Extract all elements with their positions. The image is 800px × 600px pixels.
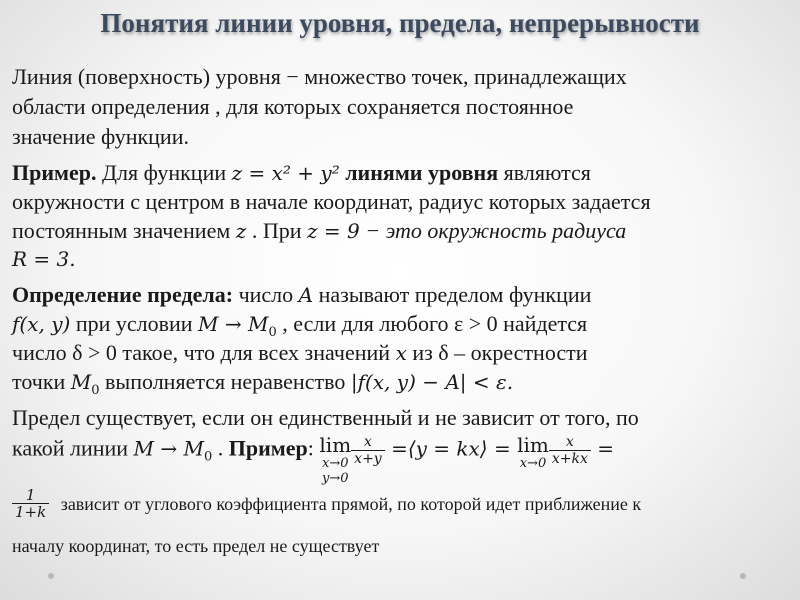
limit-def-line-1 <box>12 282 591 308</box>
lim-sub-y: y→0 <box>322 471 349 486</box>
existence-line-2 <box>12 434 614 486</box>
radius-equation: R = 3. <box>12 247 76 271</box>
substitution: =⟨y = kx⟩ = <box>384 436 518 461</box>
limit-inequality: |f(x, y) − A| < ε. <box>350 370 514 394</box>
subscript-zero: 0 <box>268 325 277 340</box>
result-line-1 <box>12 487 641 520</box>
example-line-1 <box>12 160 591 186</box>
limit-def-label: Определение предела: <box>12 282 234 307</box>
colon: : <box>307 435 320 461</box>
equals-sign: = <box>590 436 614 461</box>
lim-word: lim <box>517 433 549 457</box>
m-to-m0: M → M <box>198 312 269 336</box>
result-fraction-num: 1 <box>12 487 49 504</box>
lim-sub-x: x→0 <box>519 456 547 471</box>
subscript-zero: 0 <box>203 449 213 465</box>
lim-word: lim <box>319 433 352 457</box>
example-label: Пример. <box>12 160 97 185</box>
line-text: какой линии <box>12 435 134 461</box>
subscript-zero: 0 <box>91 383 100 398</box>
condition-text: при условии <box>70 311 199 336</box>
var-M: M <box>70 370 92 394</box>
fraction-2-den: x+kx <box>551 451 588 467</box>
example-line3-italic: − это окружность радиуса <box>359 218 627 243</box>
limit-def-line-4 <box>12 369 513 404</box>
fraction-1-num: x <box>351 434 385 451</box>
example-line-2: окружности с центром в начале координат, радиус которых задается <box>12 189 651 214</box>
example2-label: Пример <box>228 435 308 461</box>
decorative-dot-left <box>48 573 54 579</box>
m-to-m0: M → M <box>133 436 204 461</box>
result-line-2: началу координат, то есть предел не существует <box>12 536 380 556</box>
limit-def-line-3 <box>12 340 588 366</box>
result-fraction-den: 1+k <box>15 503 47 521</box>
fraction-1-den: x+y <box>354 451 382 467</box>
definition-line-1: Линия (поверхность) уровня − множество точек, принадлежащих <box>12 64 627 89</box>
slide-title: Понятия линии уровня, предела, непрерывности <box>100 8 700 38</box>
example-text-end: являются <box>498 160 591 185</box>
fraction-2-num: x <box>549 434 591 451</box>
decorative-dot-right <box>740 573 746 579</box>
existence-line-1: Предел существует, если он единственный и не зависит от того, по <box>12 405 639 430</box>
limit-def-text: число <box>233 282 299 307</box>
example-text: Для функции <box>96 160 232 185</box>
example-line3-text: постоянным значением <box>12 218 236 243</box>
delta-text: число δ > 0 такое, что для всех значений <box>12 340 396 365</box>
example-formula: z = x² + y² <box>231 161 340 185</box>
limit-expression-1 <box>319 434 351 486</box>
example-line-3 <box>12 218 626 244</box>
var-z: z <box>235 219 247 243</box>
definition-line-3: значение функции. <box>12 124 189 149</box>
example-line3-mid: . При <box>246 218 307 243</box>
fraction-2 <box>549 434 591 467</box>
neighborhood-text: из δ – окрестности <box>406 340 588 365</box>
limit-expression-2 <box>517 434 549 471</box>
point-text: точки <box>12 369 71 394</box>
fraction-1 <box>351 434 385 467</box>
dot-text: . <box>212 435 229 461</box>
var-x: x <box>395 341 407 365</box>
inequality-text: выполняется неравенство <box>99 369 351 394</box>
function-fxy: f(x, y) <box>12 312 71 336</box>
level-lines-term: линями уровня <box>339 160 499 185</box>
lim-sub-x: x→0 <box>322 456 349 471</box>
var-A: A <box>298 283 314 307</box>
z-equals-9: z = 9 <box>307 219 360 243</box>
result-text: зависит от углового коэффициента прямой, по которой идет приближение к <box>60 493 642 514</box>
epsilon-text: , если для любого ε > 0 найдется <box>276 311 588 336</box>
definition-line-2: области определения , для которых сохраняется постоянное <box>12 94 574 119</box>
result-fraction <box>12 487 49 520</box>
limit-def-text-end: называют пределом функции <box>313 282 592 307</box>
